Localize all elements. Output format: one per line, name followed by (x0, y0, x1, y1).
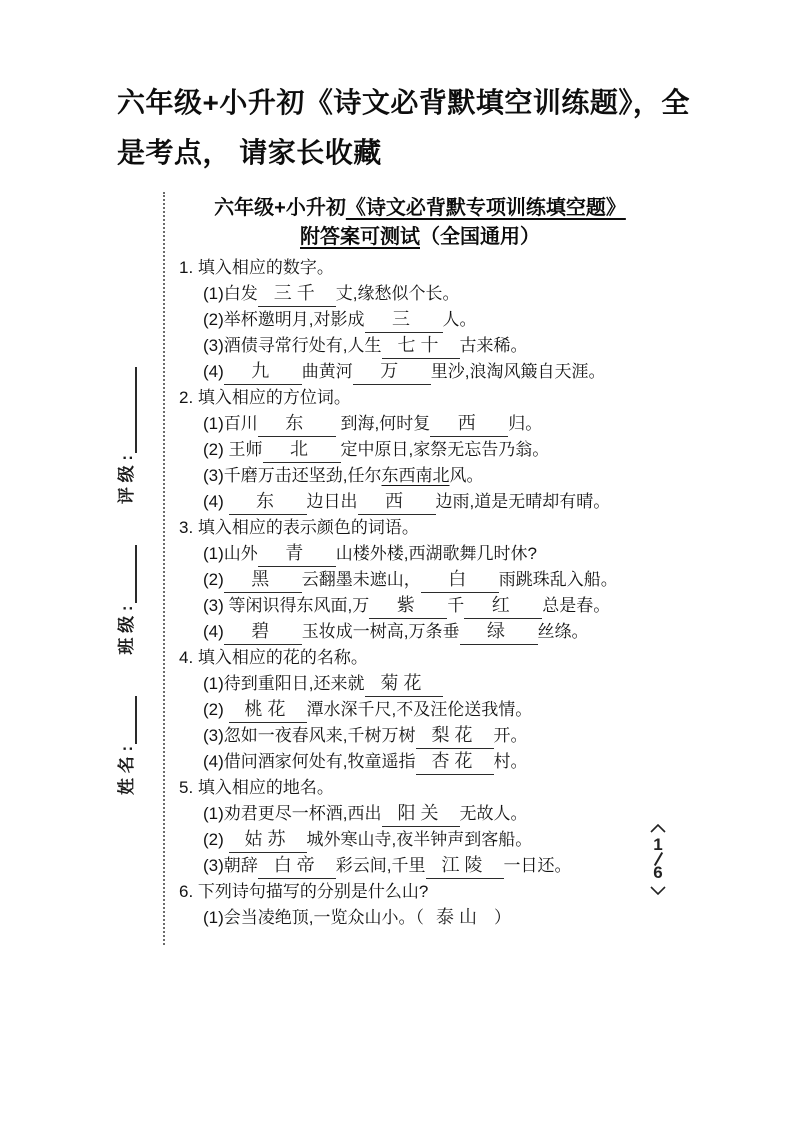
line-text: 云翻墨未遮山， (301, 570, 421, 589)
answer-blank (258, 542, 336, 567)
line-text: (1)待到重阳日,还来就 (203, 674, 365, 693)
grade-label: 评 级 : (117, 455, 136, 505)
answer-blank (382, 802, 460, 827)
handwritten-answer: 江陵 (441, 855, 488, 876)
answer-blank (258, 412, 336, 437)
handwritten-answer: 杏花 (431, 751, 478, 772)
question-line (203, 827, 663, 853)
line-text: 风。 (449, 466, 484, 485)
answer-blank (464, 594, 542, 619)
line-text: 潭水深千尺,不及汪伦送我情。 (306, 700, 533, 719)
page-title: 六年级+小升初《诗文必背默填空训练题》，全是考点， 请家长收藏 (117, 87, 690, 168)
line-text: 雨跳珠乱入船。 (498, 570, 618, 589)
handwritten-answer: 梨花 (431, 725, 478, 746)
question-line (203, 333, 663, 359)
line-text: (1)百川 (203, 414, 258, 433)
line-text: 村。 (493, 752, 528, 771)
name-field (112, 696, 137, 795)
line-text: 玉妆成一树高,万条垂 (301, 622, 460, 641)
answer-blank (258, 854, 336, 879)
underlined-text: 东西南北 (381, 466, 450, 485)
worksheet (163, 192, 663, 945)
question-prompt: 2. 填入相应的方位词。 (179, 388, 351, 407)
question-line (203, 619, 663, 645)
handwritten-answer: 碧 (251, 621, 275, 642)
question-prompt: 1. 填入相应的数字。 (179, 258, 334, 277)
line-text: 丝绦。 (537, 622, 589, 641)
name-blank-line (134, 696, 137, 744)
handwritten-answer: 白帝 (273, 855, 320, 876)
total-pages: 6 (653, 863, 663, 882)
grade-blank-line (134, 367, 137, 453)
line-text: 古来稀。 (459, 336, 528, 355)
handwritten-answer: 三千 (273, 283, 320, 304)
line-text: 边雨,道是无晴却有晴。 (435, 492, 611, 511)
handwritten-answer: 紫 (396, 595, 420, 616)
handwritten-answer: 青 (285, 543, 309, 564)
answer-blank (365, 672, 443, 697)
class-label: 班 级 : (117, 605, 136, 655)
student-info-fields (112, 367, 137, 795)
line-text: 定中原日,家祭无忘告乃翁。 (340, 440, 550, 459)
question-prompt: 3. 填入相应的表示颜色的词语。 (179, 518, 419, 537)
class-blank-line (134, 545, 137, 603)
answer-blank (416, 724, 494, 749)
answer-blank (229, 698, 307, 723)
question-line (203, 411, 663, 437)
answer-blank (224, 620, 302, 645)
line-text: (2) (203, 570, 224, 589)
question-prompt: 6. 下列诗句描写的分别是什么山? (179, 882, 429, 901)
page-up-icon[interactable] (646, 820, 670, 836)
page-navigation (641, 820, 675, 898)
question-line (203, 489, 663, 515)
question-line (203, 853, 663, 882)
handwritten-answer: 九 (251, 361, 275, 382)
question-prompt: 5. 填入相应的地名。 (179, 778, 334, 797)
handwritten-answer: 东 (256, 491, 279, 512)
question (177, 385, 663, 515)
question (177, 879, 663, 931)
handwritten-answer: 阳关 (397, 803, 444, 824)
line-text: ） (494, 908, 511, 927)
question-prompt: 4. 填入相应的花的名称。 (179, 648, 368, 667)
line-text: 无故人。 (459, 804, 528, 823)
question-line (203, 437, 663, 463)
answer-blank (460, 620, 538, 645)
line-text: 彩云间,千里 (335, 856, 426, 875)
question (177, 775, 663, 882)
answer-blank (426, 854, 504, 879)
handwritten-answer: 西 (457, 413, 481, 434)
line-text: (2) 王师 (203, 440, 263, 459)
handwritten-answer: 七十 (397, 335, 444, 356)
current-page: 1 (653, 835, 663, 854)
question-line (203, 463, 663, 489)
answer-blank (229, 490, 307, 515)
line-text: (4) (203, 492, 229, 511)
line-text: 曲黄河 (301, 362, 353, 381)
line-text: (1)山外 (203, 544, 258, 563)
line-text: 人。 (442, 310, 477, 329)
line-text: (1)会当凌绝顶,一览众山小。（ (203, 908, 424, 927)
answer-blank (263, 438, 341, 463)
answer-blank (369, 594, 447, 619)
line-text: 千 (447, 596, 465, 615)
worksheet-title-line2 (177, 223, 663, 252)
line-text: 城外寒山寺,夜半钟声到客船。 (306, 830, 533, 849)
worksheet-subtitle-underlined: 附答案可测试 (300, 226, 420, 248)
page-down-icon[interactable] (646, 882, 670, 898)
answer-blank (365, 308, 443, 333)
worksheet-subtitle-suffix: （全国通用） (420, 226, 540, 248)
line-text: (2)举杯邀明月,对影成 (203, 310, 365, 329)
line-text: (3)忽如一夜春风来,千树万树 (203, 726, 416, 745)
line-text: (4) (203, 362, 224, 381)
question-line (203, 567, 663, 593)
question (177, 255, 663, 385)
question-line (203, 905, 663, 931)
worksheet-title (177, 194, 663, 252)
worksheet-title-underlined: 《诗文必背默专项训练填空题》 (345, 197, 626, 219)
line-text: (3)千磨万击还坚劲,任尔 (203, 466, 382, 485)
answer-blank (382, 334, 460, 359)
question-list (177, 255, 663, 931)
answer-blank (430, 412, 508, 437)
line-text: (3)朝辞 (203, 856, 258, 875)
line-text: (1)劝君更尽一杯酒,西出 (203, 804, 382, 823)
answer-blank (229, 828, 307, 853)
line-text: (3)酒债寻常行处有,人生 (203, 336, 382, 355)
handwritten-answer: 绿 (487, 621, 511, 642)
question (177, 645, 663, 775)
line-text: (4) (203, 622, 224, 641)
line-text: (4)借问酒家何处有,牧童遥指 (203, 752, 416, 771)
question-line (203, 723, 663, 749)
answer-blank (358, 490, 436, 515)
line-text: (2) (203, 700, 229, 719)
line-text: 一日还。 (503, 856, 572, 875)
line-text: (3) 等闲识得东风面,万 (203, 596, 370, 615)
line-text: 开。 (493, 726, 528, 745)
handwritten-answer: 万 (380, 361, 404, 382)
question-line (203, 671, 663, 697)
answer-blank (421, 568, 499, 593)
line-text: 边日出 (306, 492, 358, 511)
handwritten-answer: 姑苏 (244, 829, 291, 850)
question-line (203, 801, 663, 827)
line-text: 总是春。 (542, 596, 611, 615)
handwritten-answer: 三 (392, 309, 415, 330)
answer-blank (416, 750, 494, 775)
handwritten-answer: 黑 (251, 569, 275, 590)
name-label: 姓 名 : (117, 745, 136, 795)
answer-blank (258, 282, 336, 307)
line-text: 到海,何时复 (335, 414, 431, 433)
question-line (203, 307, 663, 333)
line-text: 里沙,浪淘风簸自天涯。 (430, 362, 606, 381)
class-field (112, 545, 137, 654)
line-text: 丈,缘愁似个长。 (335, 284, 460, 303)
handwritten-answer: 菊花 (380, 673, 427, 694)
worksheet-title-line1 (177, 194, 663, 223)
line-text: (2) (203, 830, 229, 849)
answer-blank (224, 360, 302, 385)
worksheet-title-prefix: 六年级+小升初 (214, 197, 346, 219)
question-line (203, 749, 663, 775)
handwritten-answer: 白 (448, 569, 472, 590)
line-text: 归。 (508, 414, 543, 433)
handwritten-answer: 红 (491, 595, 515, 616)
answer-blank (224, 568, 302, 593)
handwritten-answer: 泰山 (436, 907, 482, 928)
question-line (203, 593, 663, 619)
question-line (203, 697, 663, 723)
question-line (203, 359, 663, 385)
handwritten-answer: 西 (385, 491, 408, 512)
grade-field (112, 367, 137, 504)
line-text: 山楼外楼,西湖歌舞几时休? (335, 544, 537, 563)
handwritten-answer: 东 (285, 413, 309, 434)
question-line (203, 541, 663, 567)
question-line (203, 281, 663, 307)
question (177, 515, 663, 645)
line-text: (1)白发 (203, 284, 258, 303)
handwritten-answer: 桃花 (244, 699, 291, 720)
answer-blank (353, 360, 431, 385)
handwritten-answer: 北 (290, 439, 313, 460)
